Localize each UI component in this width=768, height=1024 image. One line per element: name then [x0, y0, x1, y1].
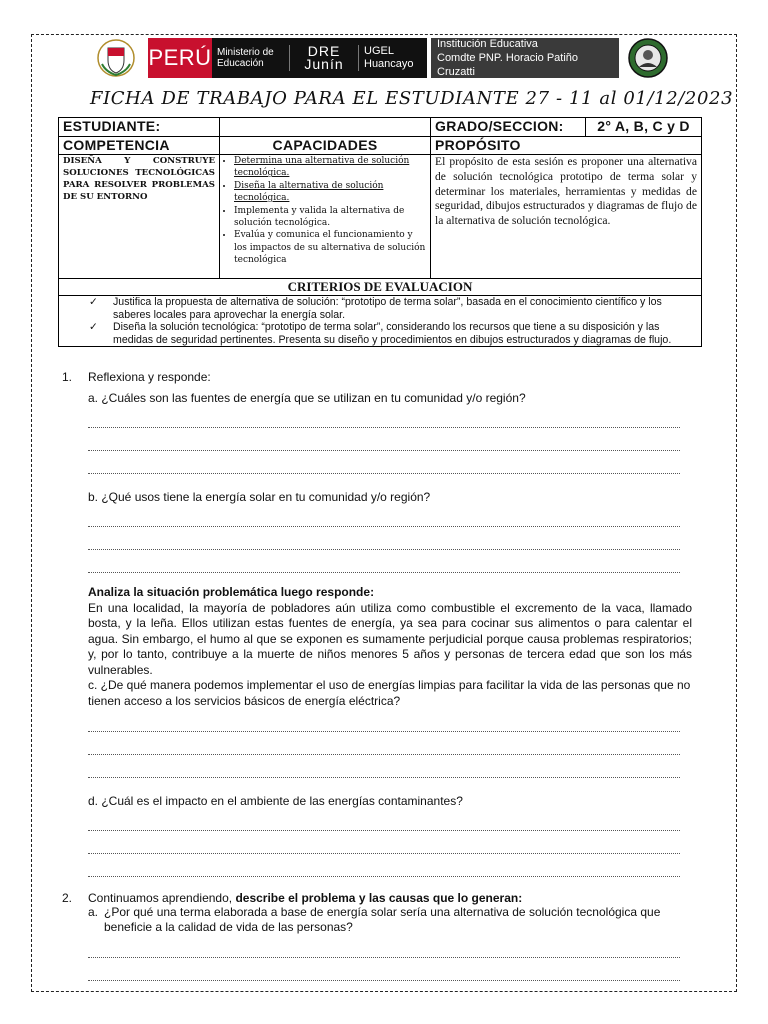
grade-label: GRADO/SECCION: — [431, 118, 586, 137]
question-title: Reflexiona y responde: — [88, 370, 211, 384]
check-icon: ✓ — [89, 296, 98, 308]
answer-lines-1c[interactable] — [88, 709, 692, 778]
question-1c: c. ¿De qué manera podemos implementar el uso de energías limpias para facilitar la vida de las personas que no tienen acceso a los servicios básicos de energía eléctrica? — [88, 678, 691, 708]
question-1a: a. ¿Cuáles son las fuentes de energía que se utilizan en tu comunidad y/o región? — [88, 391, 526, 405]
capacidades-cell — [220, 155, 431, 279]
question-number: 2. — [62, 891, 73, 905]
situation-block — [88, 585, 692, 709]
answer-line[interactable] — [88, 854, 680, 877]
criterio-item: ✓ Justifica la propuesta de alternativa de solución: “prototipo de terma solar”, basada en el conocimiento científico y los saberes locales para aprovechar la energía solar. — [89, 296, 662, 321]
answer-line[interactable] — [88, 808, 680, 831]
answer-line[interactable] — [88, 527, 680, 550]
peru-coat-of-arms-icon — [88, 37, 144, 79]
competencia-cell — [59, 155, 220, 279]
capacidad-item: • Evalúa y comunica el funcionamiento y los impactos de su alternativa de solución tecnológica — [234, 229, 426, 266]
competencia-text: DISEÑA Y CONSTRUYE SOLUCIONES TECNOLÓGICAS PARA RESOLVER PROBLEMAS DE SU ENTORNO — [63, 156, 215, 202]
capacidad-item: • Diseña la alternativa de solución tecnológica. — [234, 180, 426, 205]
answer-line[interactable] — [88, 831, 680, 854]
peru-logo: PERÚ — [148, 38, 212, 78]
questions-section — [62, 370, 692, 981]
answer-line[interactable] — [88, 504, 680, 527]
student-label: ESTUDIANTE: — [59, 118, 220, 137]
competencia-header: COMPETENCIA — [59, 137, 220, 155]
situation-text: En una localidad, la mayoría de pobladores aún utiliza como combustible el excremento de la vaca, llamado bosta, y la leña. Ellos utilizan estas fuentes de energía, ya sea para cocinar sus alimentos o para calentar el agua. Sin embargo, el humo al que se exponen es sumamente perjudicial porque causa problemas respiratorios; y, por lo tanto, contribuye a la muerte de niños menores 5 años y personas de tercera edad que son los más vulnerables. — [88, 600, 692, 677]
proposito-header: PROPÓSITO — [431, 137, 702, 155]
school-emblem-icon — [625, 37, 671, 79]
check-icon: ✓ — [89, 321, 98, 333]
answer-lines-1b[interactable] — [88, 504, 692, 573]
answer-line[interactable] — [88, 935, 680, 958]
header-band — [88, 37, 671, 79]
question-1b: b. ¿Qué usos tiene la energía solar en tu comunidad y/o región? — [88, 490, 431, 504]
dre-label: DRE Junín — [289, 45, 358, 71]
answer-line[interactable] — [88, 550, 680, 573]
answer-lines-1d[interactable] — [88, 808, 692, 877]
capacidades-list — [224, 155, 426, 267]
answer-line[interactable] — [88, 732, 680, 755]
situation-title: Analiza la situación problemática luego responde: — [88, 585, 375, 599]
ministry-label: Ministerio de Educación — [217, 47, 274, 69]
answer-line[interactable] — [88, 428, 680, 451]
criterio-item: ✓ Diseña la solución tecnológica: “prototipo de terma solar”, considerando los recursos que tiene a su disposición y las medidas de seguridad pertinentes. Presenta su diseño y procedimientos en dibujos estructurados y diagramas de flujo. — [89, 321, 672, 346]
question-number: 1. — [62, 370, 73, 384]
capacidades-header: CAPACIDADES — [220, 137, 431, 155]
answer-line[interactable] — [88, 451, 680, 474]
student-field[interactable] — [220, 118, 431, 137]
question-title: Continuamos aprendiendo, describe el problema y las causas que lo generan: — [88, 891, 523, 905]
ugel-label: UGEL Huancayo — [358, 45, 427, 71]
answer-lines-1a[interactable] — [88, 405, 692, 474]
proposito-cell — [431, 155, 702, 279]
grade-value: 2° A, B, C y D — [586, 118, 702, 137]
question-2 — [62, 891, 692, 905]
criterios-header: CRITERIOS DE EVALUACION — [59, 279, 702, 296]
answer-line[interactable] — [88, 709, 680, 732]
info-table — [58, 117, 702, 347]
capacidad-item: • Determina una alternativa de solución tecnológica. — [234, 155, 426, 180]
proposito-text: El propósito de esta sesión es proponer una alternativa de solución tecnológica prototipo de terma solar y determinar los materiales, herramientas y medidas de seguridad, dibujos estructurados y diagramas de flujo de la alternativa de solución tecnológica. — [435, 155, 697, 228]
answer-lines-2a[interactable] — [88, 935, 692, 981]
question-2a: a. ¿Por qué una terma elaborada a base de energía solar sería una alternativa de solución tecnológica que beneficie a la calidad de vida de las personas? — [88, 905, 661, 934]
question-1d: d. ¿Cuál es el impacto en el ambiente de las energías contaminantes? — [88, 794, 463, 808]
government-banner — [212, 38, 427, 78]
institution-label: Institución Educativa Comdte PNP. Horacio Patiño Cruzatti — [431, 38, 619, 78]
capacidad-item: • Implementa y valida la alternativa de solución tecnológica. — [234, 205, 426, 230]
answer-line[interactable] — [88, 958, 680, 981]
criterios-cell — [59, 296, 702, 347]
question-1 — [62, 370, 692, 384]
answer-line[interactable] — [88, 755, 680, 778]
answer-line[interactable] — [88, 405, 680, 428]
page-title: FICHA DE TRABAJO PARA EL ESTUDIANTE 27 - 11 al 01/12/2023 — [90, 88, 734, 109]
